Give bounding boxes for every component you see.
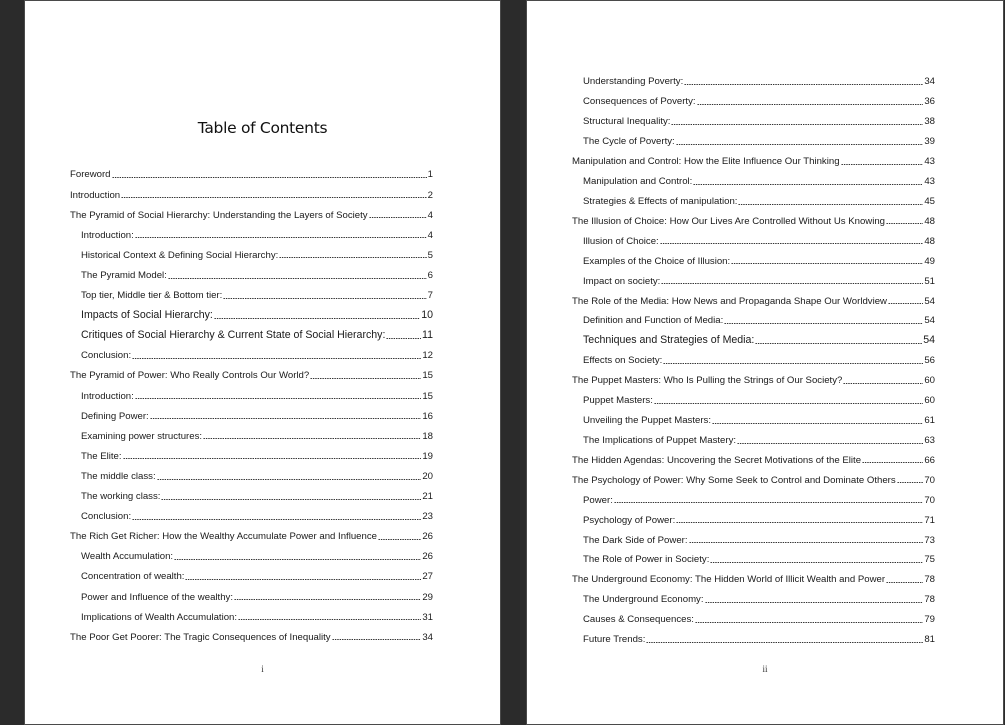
toc-entry-page: 78: [924, 574, 935, 586]
toc-section-entry[interactable]: [81, 504, 433, 522]
toc-entry-label: Causes & Consequences:: [583, 614, 694, 626]
toc-entry-label: Definition and Function of Media:: [583, 315, 724, 327]
toc-entry-label: Introduction:: [81, 229, 134, 241]
toc-section-entry[interactable]: [583, 527, 935, 545]
dot-leader: [897, 482, 924, 483]
toc-section-entry[interactable]: [81, 383, 433, 401]
toc-entry-page: 4: [427, 209, 433, 221]
toc-entry-label: Implications of Wealth Accumulation:: [81, 611, 238, 623]
toc-entry-label: Impact on society:: [583, 275, 661, 287]
dot-leader: [731, 263, 923, 264]
dot-leader: [161, 499, 421, 500]
toc-entry-label: Manipulation and Control:: [583, 176, 693, 187]
toc-section-entry[interactable]: [81, 544, 433, 562]
toc-section-entry[interactable]: [583, 607, 935, 625]
toc-chapter-entry[interactable]: [572, 447, 935, 465]
dot-leader: [697, 104, 924, 105]
dot-leader: [123, 458, 422, 459]
toc-entry-page: 31: [422, 611, 433, 623]
dot-leader: [214, 318, 420, 319]
toc-entry-page: 34: [422, 631, 433, 643]
toc-chapter-entry[interactable]: [70, 182, 433, 200]
toc-section-entry[interactable]: [81, 242, 433, 260]
toc-entry-label: The Hidden Agendas: Uncovering the Secret Motivations of the Elite: [572, 454, 862, 466]
toc-entry-label: The Pyramid of Social Hierarchy: Understanding the Layers of Society: [70, 209, 368, 221]
toc-chapter-entry[interactable]: [572, 467, 935, 485]
page-title: Table of Contents: [197, 119, 328, 137]
dot-leader: [121, 197, 427, 198]
dot-leader: [157, 479, 422, 480]
toc-entry-label: Top tier, Middle tier & Bottom tier:: [81, 290, 223, 301]
toc-entry-label: The Implications of Puppet Mastery:: [583, 434, 737, 446]
toc-entry-page: 5: [427, 249, 433, 261]
toc-section-entry[interactable]: [81, 263, 433, 281]
toc-entry-label: Concentration of wealth:: [81, 571, 185, 583]
dot-leader: [841, 164, 924, 165]
toc-entry-page: 81: [924, 634, 935, 646]
toc-entry-page: 19: [422, 450, 433, 462]
toc-entry-label: The Underground Economy:: [583, 594, 704, 606]
dot-leader: [150, 418, 422, 419]
toc-entry-page: 18: [422, 430, 433, 442]
dot-leader: [369, 217, 427, 218]
dot-leader: [203, 438, 421, 439]
toc-chapter-entry[interactable]: [572, 208, 935, 226]
dot-leader: [755, 343, 922, 344]
dot-leader: [689, 542, 924, 543]
toc-section-entry[interactable]: [81, 464, 433, 482]
dot-leader: [135, 398, 422, 399]
toc-section-entry[interactable]: [583, 547, 935, 565]
toc-entry-page: 15: [422, 370, 433, 382]
toc-entry-page: 66: [924, 454, 935, 466]
dot-leader: [310, 378, 421, 379]
dot-leader: [132, 519, 421, 520]
toc-entry-page: 20: [422, 470, 433, 482]
toc-entry-label: Power and Influence of the wealthy:: [81, 591, 233, 603]
dot-leader: [676, 522, 923, 523]
toc-entry-label: The Underground Economy: The Hidden World of Illicit Wealth and Power: [572, 574, 886, 586]
toc-section-entry[interactable]: [583, 308, 935, 326]
dot-leader: [185, 579, 421, 580]
toc-chapter-entry[interactable]: [572, 149, 935, 167]
dot-leader: [279, 257, 426, 258]
toc-entry-page: 49: [924, 255, 935, 267]
toc-entry-label: The Dark Side of Power:: [583, 534, 688, 546]
toc-entry-page: 78: [924, 594, 935, 606]
dot-leader: [724, 323, 923, 324]
dot-leader: [705, 602, 924, 603]
toc-chapter-entry[interactable]: [70, 524, 433, 542]
toc-entry-page: 63: [924, 434, 935, 446]
toc-section-entry[interactable]: [583, 487, 935, 505]
dot-leader: [646, 642, 923, 643]
dot-leader: [238, 619, 421, 620]
toc-chapter-entry[interactable]: [70, 162, 433, 180]
toc-section-entry[interactable]: [583, 228, 935, 246]
toc-section-entry[interactable]: [583, 507, 935, 525]
toc-section-entry[interactable]: [81, 222, 433, 240]
toc-section-entry[interactable]: [583, 109, 935, 127]
toc-entry-label: The Elite:: [81, 450, 122, 462]
toc-entry-page: 60: [924, 395, 935, 407]
dot-leader: [695, 622, 923, 623]
toc-section-entry[interactable]: [583, 189, 935, 207]
toc-section-entry[interactable]: [583, 169, 935, 187]
toc-section-entry[interactable]: [583, 627, 935, 645]
toc-chapter-entry[interactable]: [70, 624, 433, 642]
dot-leader: [660, 243, 924, 244]
toc-section-entry[interactable]: [81, 604, 433, 622]
dot-leader: [684, 84, 923, 85]
toc-entry-page: 79: [924, 614, 935, 626]
toc-chapter-entry[interactable]: [572, 567, 935, 585]
toc-entry-label: The Puppet Masters: Who Is Pulling the Strings of Our Society?: [572, 375, 843, 387]
toc-entry-label: Illusion of Choice:: [583, 235, 659, 247]
toc-entry-label: The Illusion of Choice: How Our Lives Are Controlled Without Us Knowing: [572, 215, 886, 227]
toc-section-entry[interactable]: [583, 587, 935, 605]
toc-entry-page: 73: [924, 534, 935, 546]
toc-entry-page: 11: [422, 329, 433, 342]
dot-leader: [738, 204, 923, 205]
toc-entry-page: 51: [924, 275, 935, 287]
toc-entry-page: 56: [924, 355, 935, 367]
dot-leader: [888, 303, 923, 304]
dot-leader: [661, 283, 923, 284]
toc-entry-label: Unveiling the Puppet Masters:: [583, 415, 711, 427]
toc-entry-page: 75: [924, 554, 935, 566]
toc-entry-label: Foreword: [70, 169, 111, 181]
toc-section-entry[interactable]: [583, 428, 935, 446]
toc-entry-page: 70: [924, 474, 935, 486]
dot-leader: [234, 599, 421, 600]
toc-entry-label: The Pyramid of Power: Who Really Controls Our World?: [70, 370, 310, 382]
toc-entry-label: Puppet Masters:: [583, 395, 653, 407]
toc-entry-page: 12: [422, 350, 433, 362]
toc-entry-page: 38: [924, 116, 935, 128]
dot-leader: [386, 338, 421, 339]
toc-entry-page: 54: [923, 334, 935, 347]
toc-entry-label: The Cycle of Poverty:: [583, 136, 675, 148]
toc-entry-page: 71: [924, 514, 935, 526]
dot-leader: [663, 363, 923, 364]
toc-section-entry[interactable]: [583, 408, 935, 426]
toc-entry-label: Examples of the Choice of Illusion:: [583, 255, 731, 267]
toc-section-entry[interactable]: [583, 388, 935, 406]
toc-entry-page: 60: [924, 375, 935, 387]
toc-entry-page: 10: [421, 309, 433, 322]
dot-leader: [737, 443, 923, 444]
toc-section-entry[interactable]: [583, 89, 935, 107]
toc-entry-page: 4: [427, 229, 433, 241]
toc-entry-label: Structural Inequality:: [583, 116, 671, 128]
toc-entry-page: 29: [422, 591, 433, 603]
left-page: [24, 0, 501, 725]
toc-entry-page: 23: [422, 511, 433, 523]
dot-leader: [378, 539, 421, 540]
toc-entry-label: Introduction: [70, 189, 121, 201]
toc-entry-label: Wealth Accumulation:: [81, 551, 174, 563]
toc-entry-page: 6: [427, 269, 433, 281]
dot-leader: [132, 358, 421, 359]
toc-entry-label: The Role of Power in Society:: [583, 554, 710, 566]
toc-section-entry[interactable]: [81, 443, 433, 461]
toc-entry-label: Consequences of Poverty:: [583, 96, 696, 108]
toc-section-entry[interactable]: [81, 403, 433, 421]
dot-leader: [886, 223, 923, 224]
dot-leader: [843, 383, 923, 384]
page-number: ii: [762, 664, 768, 674]
toc-entry-page: 45: [924, 195, 935, 207]
toc-chapter-entry[interactable]: [572, 288, 935, 306]
dot-leader: [112, 177, 427, 178]
toc-entry-page: 54: [924, 315, 935, 327]
toc-entry-label: Introduction:: [81, 390, 134, 402]
toc-entry-page: 61: [924, 415, 935, 427]
dot-leader: [654, 403, 923, 404]
toc-entry-page: 43: [924, 156, 935, 168]
toc-entry-label: Examining power structures:: [81, 430, 203, 442]
toc-entry-page: 26: [422, 551, 433, 563]
toc-chapter-entry[interactable]: [70, 202, 433, 220]
dot-leader: [168, 278, 427, 279]
toc-entry-page: 39: [924, 136, 935, 148]
dot-leader: [712, 423, 923, 424]
dot-leader: [174, 559, 421, 560]
toc-entry-label: Historical Context & Defining Social Hierarchy:: [81, 249, 279, 261]
toc-entry-page: 21: [422, 491, 433, 502]
toc-entry-page: 7: [427, 290, 433, 301]
toc-section-entry[interactable]: [81, 323, 433, 341]
toc-section-entry[interactable]: [583, 328, 935, 346]
toc-section-entry[interactable]: [583, 129, 935, 147]
toc-entry-label: Defining Power:: [81, 410, 149, 422]
toc-entry-label: The Rich Get Richer: How the Wealthy Accumulate Power and Influence: [70, 531, 377, 543]
dot-leader: [862, 462, 923, 463]
toc-chapter-entry[interactable]: [572, 368, 935, 386]
toc-entry-page: 70: [924, 494, 935, 506]
toc-entry-page: 1: [427, 169, 433, 181]
toc-entry-label: Understanding Poverty:: [583, 76, 684, 88]
toc-chapter-entry[interactable]: [70, 363, 433, 381]
toc-entry-page: 48: [924, 235, 935, 247]
dot-leader: [135, 237, 427, 238]
toc-entry-label: Effects on Society:: [583, 355, 663, 367]
toc-entry-label: Psychology of Power:: [583, 514, 676, 526]
toc-entry-label: Conclusion:: [81, 350, 132, 362]
toc-entry-page: 48: [924, 215, 935, 227]
toc-entry-label: Manipulation and Control: How the Elite Influence Our Thinking: [572, 156, 840, 168]
toc-entry-page: 27: [422, 571, 433, 583]
toc-entry-page: 43: [924, 176, 935, 187]
dot-leader: [223, 298, 426, 299]
toc-section-entry[interactable]: [583, 69, 935, 87]
toc-entry-label: Conclusion:: [81, 511, 132, 523]
toc-entry-label: Critiques of Social Hierarchy & Current State of Social Hierarchy:: [81, 329, 386, 342]
toc-entry-page: 54: [924, 295, 935, 307]
dot-leader: [614, 502, 923, 503]
toc-entry-label: Impacts of Social Hierarchy:: [81, 309, 213, 322]
toc-entry-label: The Poor Get Poorer: The Tragic Consequences of Inequality: [70, 631, 331, 643]
toc-entry-page: 16: [422, 410, 433, 422]
toc-section-entry[interactable]: [81, 303, 433, 321]
toc-entry-label: The middle class:: [81, 470, 156, 482]
toc-section-entry[interactable]: [583, 348, 935, 366]
toc-section-entry[interactable]: [81, 283, 433, 301]
toc-section-entry[interactable]: [583, 268, 935, 286]
toc-entry-label: Strategies & Effects of manipulation:: [583, 195, 738, 207]
toc-section-entry[interactable]: [81, 564, 433, 582]
toc-entry-page: 15: [422, 390, 433, 402]
dot-leader: [676, 144, 924, 145]
toc-entry-label: The Pyramid Model:: [81, 269, 167, 281]
dot-leader: [671, 124, 923, 125]
toc-section-entry[interactable]: [81, 484, 433, 502]
toc-entry-label: Power:: [583, 494, 613, 506]
toc-entry-page: 26: [422, 531, 433, 543]
toc-entry-label: Future Trends:: [583, 634, 646, 646]
toc-section-entry[interactable]: [81, 343, 433, 361]
toc-entry-page: 2: [427, 189, 433, 201]
toc-section-entry[interactable]: [81, 584, 433, 602]
toc-section-entry[interactable]: [81, 423, 433, 441]
toc-entry-page: 36: [924, 96, 935, 108]
toc-entry-label: Techniques and Strategies of Media:: [583, 334, 755, 347]
toc-entry-label: The Role of the Media: How News and Propaganda Shape Our Worldview: [572, 295, 887, 307]
dot-leader: [693, 184, 923, 185]
toc-entry-page: 34: [924, 76, 935, 88]
toc-section-entry[interactable]: [583, 248, 935, 266]
dot-leader: [332, 639, 422, 640]
page-number: i: [261, 664, 264, 674]
toc-entry-label: The Psychology of Power: Why Some Seek to Control and Dominate Others: [572, 474, 896, 486]
dot-leader: [886, 582, 923, 583]
toc-entry-label: The working class:: [81, 491, 161, 502]
right-page: [526, 0, 1004, 725]
dot-leader: [710, 562, 923, 563]
